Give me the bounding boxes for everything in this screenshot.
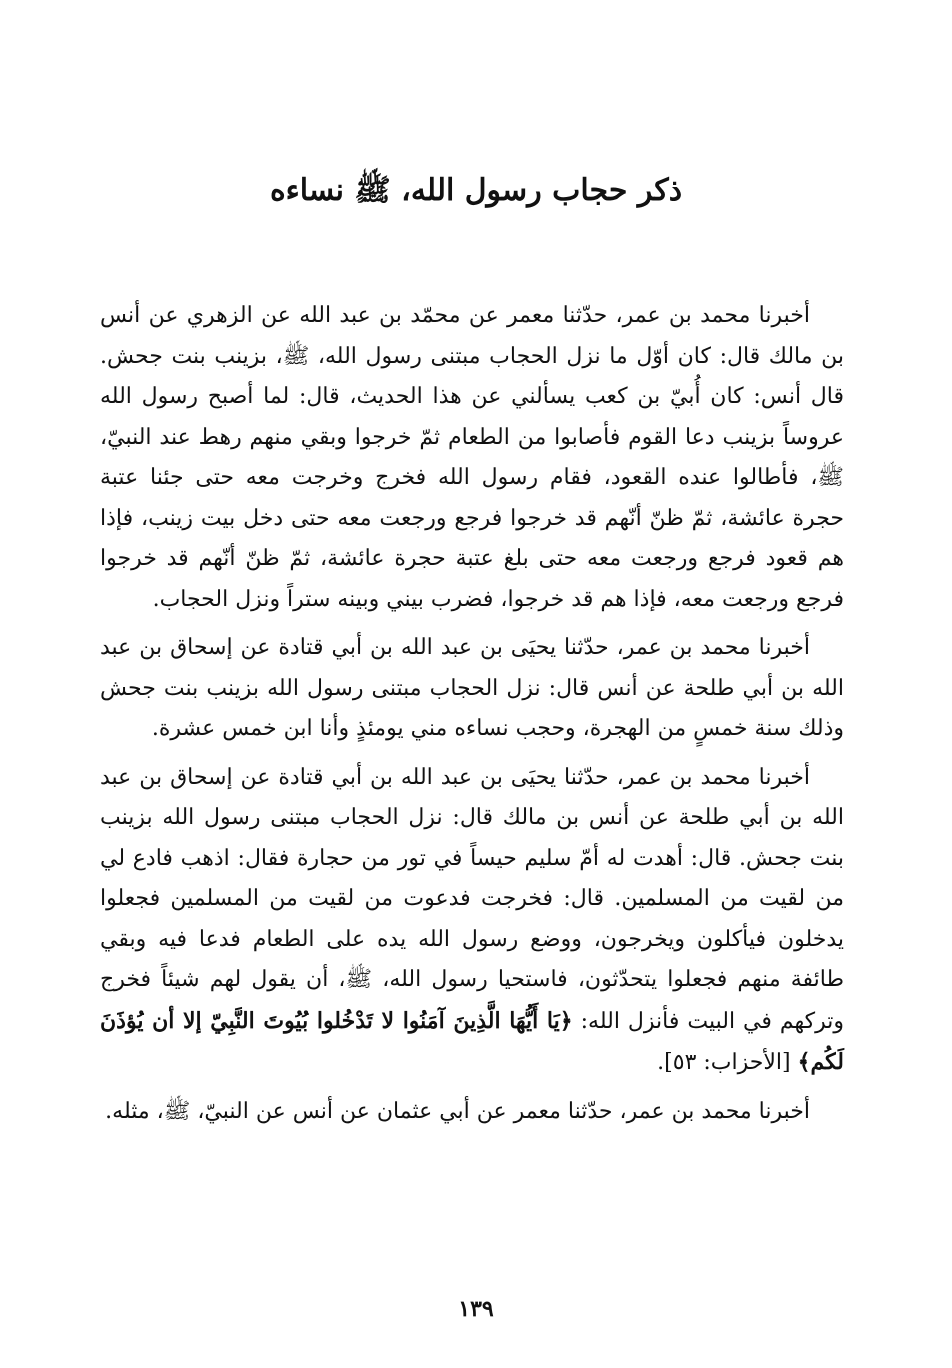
paragraph-2: أخبرنا محمد بن عمر، حدّثنا يحيَى بن عبد الله بن أبي قتادة عن إسحاق بن عبد الله بن أبي طلحة عن أنس قال: نزل الحجاب مبتنى رسول الله بزينب بنت جحش وذلك سنة خمسٍ من الهجرة، وحجب نساءه مني يومئذٍ وأنا ابن خمس عشرة. xyxy=(100,635,844,741)
paragraph-3-text: أخبرنا محمد بن عمر، حدّثنا يحيَى بن عبد الله بن أبي قتادة عن إسحاق بن عبد الله بن أبي طلحة عن أنس بن مالك قال: نزل الحجاب مبتنى رسول الله بزينب بنت جحش. قال: أهدت له أمّ سليم حيساً في تور من حجارة فقال: اذهب فادع لي من لقيت من المسلمين. قال: فخرجت فدعوت من لقيت من المسلمين فجعلوا يدخلون فيأكلون ويخرجون، ووضع رسول الله يده على الطعام فدعا فيه وبقي طائفة منهم فجعلوا يتحدّثون، فاستحيا رسول الله، ﷺ، أن يقول لهم شيئاً فخرج وتركهم في البيت فأنزل الله: xyxy=(100,764,844,1034)
quran-citation: [الأحزاب: ٥٣]. xyxy=(657,1050,791,1075)
paragraph-1: أخبرنا محمد بن عمر، حدّثنا معمر عن محمّد بن عبد الله عن الزهري عن أنس بن مالك قال: كان أوّل ما نزل الحجاب مبتنى رسول الله، ﷺ، بزينب بنت جحش. قال أنس: كان أُبيّ بن كعب يسألني عن هذا الحديث، قال: لما أصبح رسول الله عروساً بزينب دعا القوم فأصابوا من الطعام ثمّ خرجوا وبقي منهم رهط عند النبيّ، ﷺ، فأطالوا عنده القعود، فقام رسول الله فخرج وخرجت معه حتى جئنا عتبة حجرة عائشة، ثمّ ظنّ أنّهم قد خرجوا فرجع ورجعت معه حتى دخل بيت زينب، فإذا هم قعود فرجع ورجعت معه حتى بلغ عتبة حجرة عائشة، ثمّ ظنّ أنّهم قد خرجوا فرجع ورجعت معه، فإذا هم قد خرجوا، فضرب بيني وبينه ستراً ونزل الحجاب. xyxy=(100,303,844,612)
quran-verse: ﴿يَا أَيُّهَا الَّذِينَ آمَنُوا لا تَدْخُلوا بُيُوتَ النَّبِيّ إلا أن يُؤذَنَ لَكُم﴾ xyxy=(100,1007,844,1075)
paragraph-4: أخبرنا محمد بن عمر، حدّثنا معمر عن أبي عثمان عن أنس عن النبيّ، ﷺ، مثله. xyxy=(105,1098,810,1124)
body-text xyxy=(100,296,844,1140)
chapter-title: ذكر حجاب رسول الله، ﷺ نساءه xyxy=(269,173,683,208)
page-number: ١٣٩ xyxy=(458,1296,494,1322)
paragraph-3 xyxy=(100,758,844,1084)
